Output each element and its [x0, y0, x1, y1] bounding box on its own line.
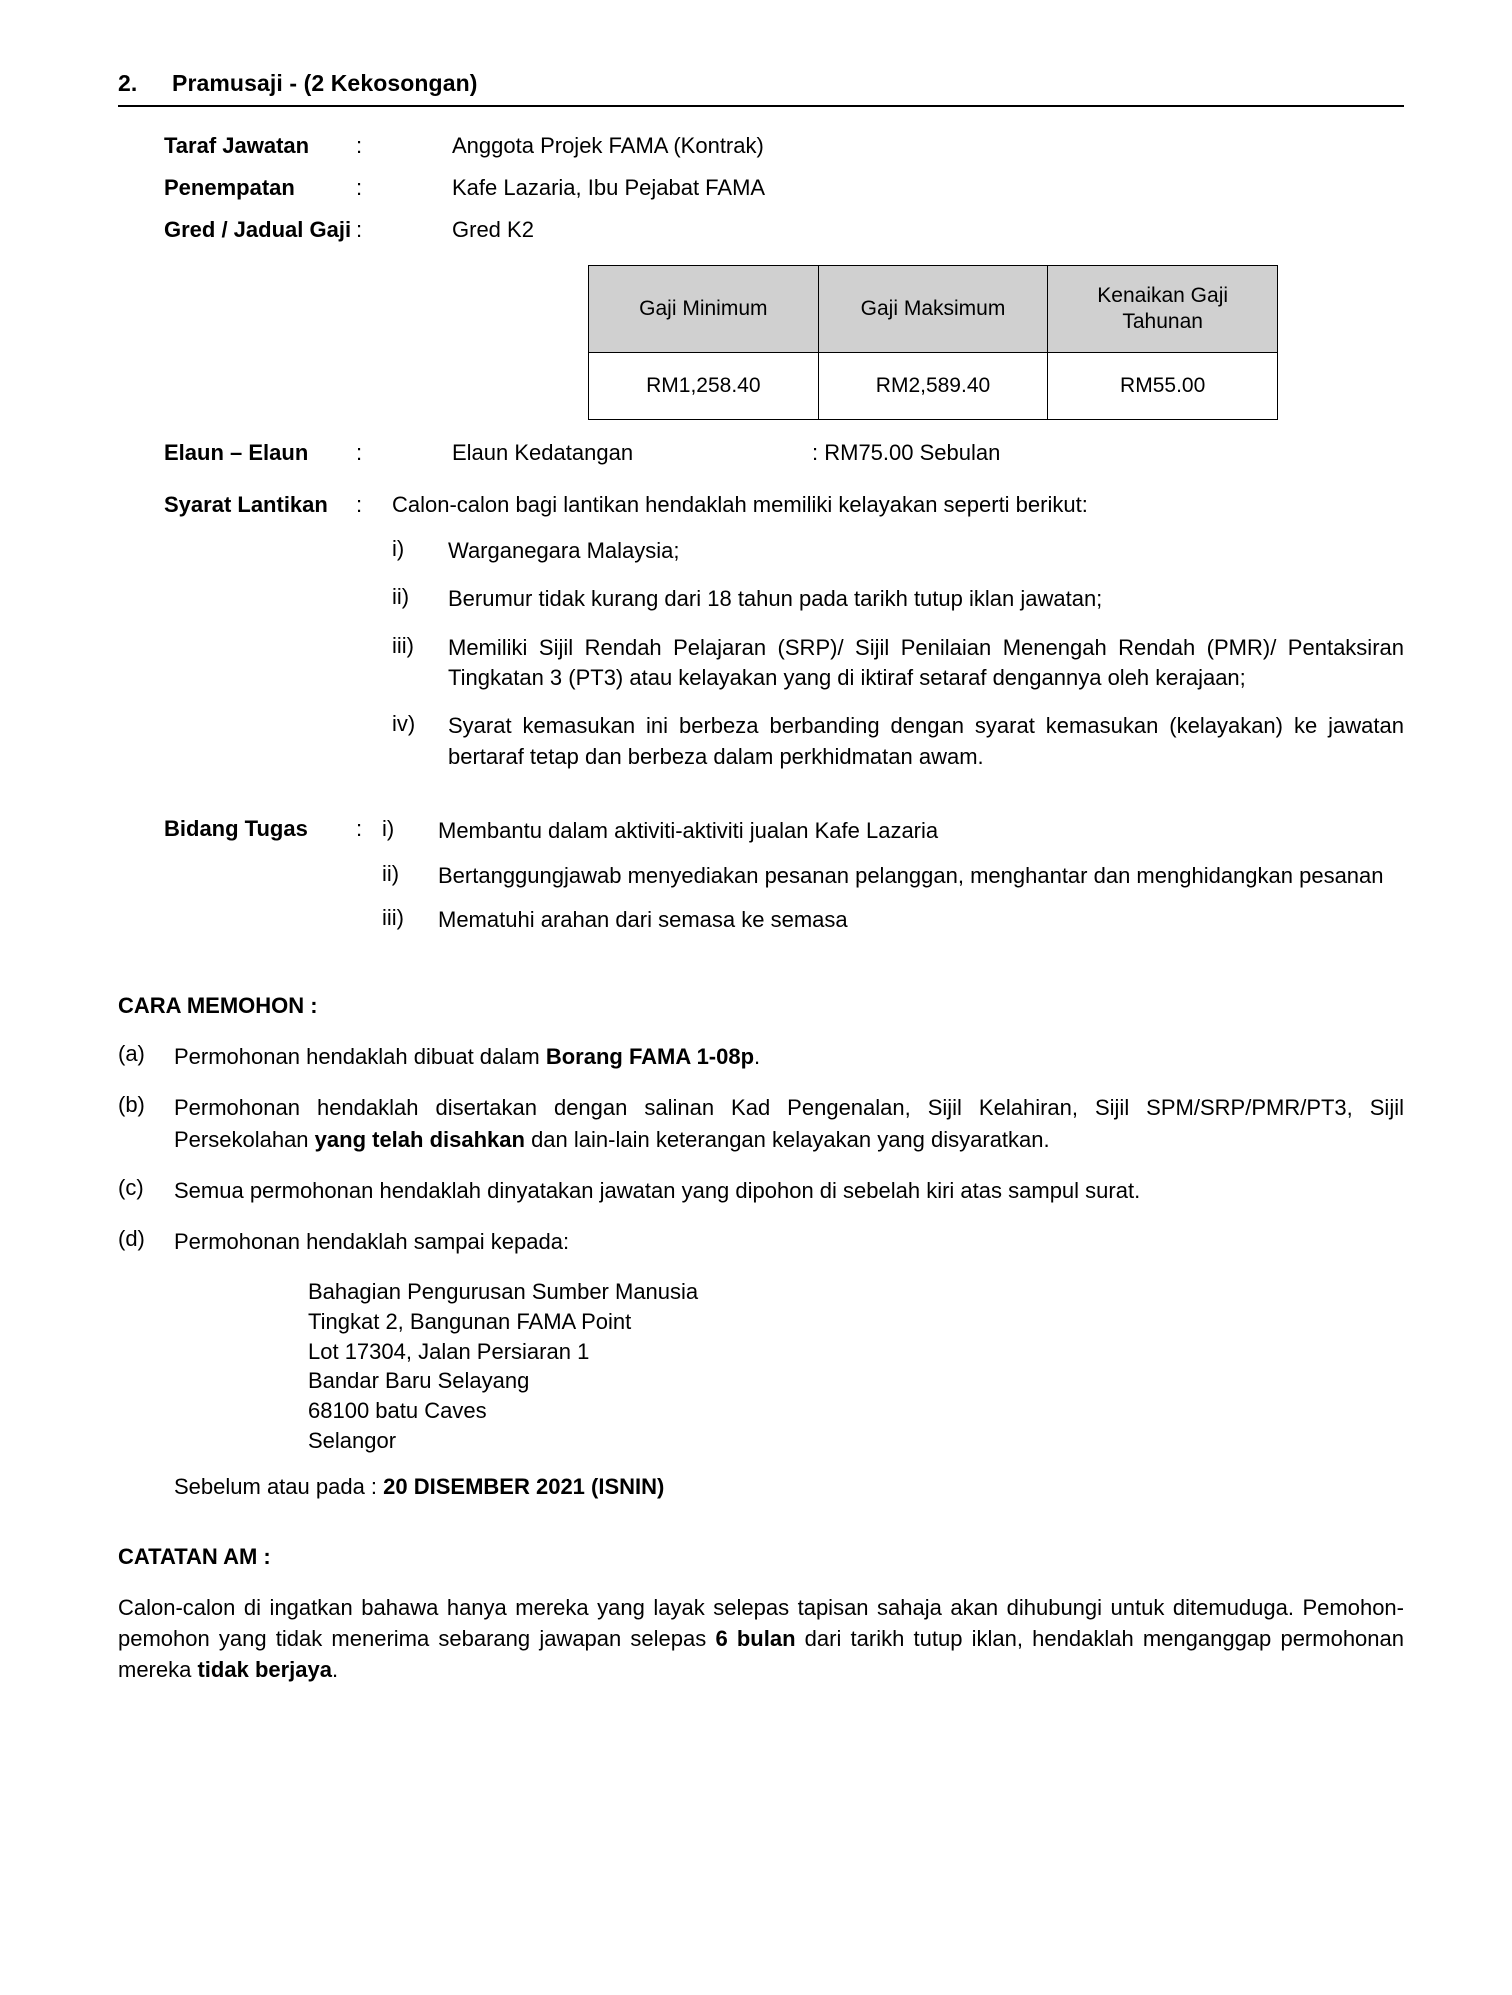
job-number: 2. — [118, 70, 138, 96]
detail-row — [118, 217, 1404, 243]
job-details — [118, 133, 1404, 243]
list-item — [118, 1175, 1404, 1206]
list-text: Mematuhi arahan dari semasa ke semasa — [438, 906, 848, 932]
list-marker: (d) — [118, 1226, 145, 1252]
address-line: Selangor — [308, 1427, 397, 1453]
cara-memohon-title: CARA MEMOHON : — [118, 993, 318, 1019]
address-line: Bahagian Pengurusan Sumber Manusia — [308, 1279, 699, 1305]
address-block — [308, 1277, 1404, 1455]
detail-row — [118, 133, 1404, 159]
heading-divider — [118, 105, 1404, 107]
elaun-name: Elaun Kedatangan — [452, 440, 634, 465]
syarat-body — [392, 492, 1404, 790]
syarat-list — [392, 536, 1404, 772]
list-marker: i) — [382, 816, 395, 842]
detail-label: Penempatan — [164, 175, 295, 200]
bidang-tugas-block — [118, 816, 1404, 949]
list-marker: (b) — [118, 1092, 145, 1118]
list-item — [118, 1092, 1404, 1154]
list-marker: ii) — [392, 584, 410, 610]
bidang-label: Bidang Tugas — [164, 816, 308, 842]
list-item — [392, 633, 1404, 694]
detail-colon: : — [356, 217, 363, 242]
list-text: Membantu dalam aktiviti-aktiviti jualan Kafe Lazaria — [438, 818, 939, 844]
list-item — [382, 861, 1404, 891]
elaun-colon: : — [356, 440, 363, 465]
list-item — [382, 816, 1404, 846]
list-item — [392, 711, 1404, 772]
job-heading — [118, 70, 1404, 97]
list-text: Permohonan hendaklah dibuat dalam Borang FAMA 1-08p. — [174, 1044, 761, 1070]
column-header-gaji-minimum: Gaji Minimum — [589, 266, 819, 353]
list-marker: (c) — [118, 1174, 144, 1200]
elaun-value — [452, 440, 1404, 466]
address-line: Lot 17304, Jalan Persiaran 1 — [308, 1338, 590, 1364]
cell-gaji-minimum: RM1,258.40 — [589, 353, 819, 420]
deadline-prefix: Sebelum atau pada : — [174, 1473, 384, 1499]
address-line: 68100 batu Caves — [308, 1398, 487, 1424]
table-header-row — [589, 266, 1278, 353]
list-text: Permohonan hendaklah sampai kepada: — [174, 1229, 570, 1255]
job-title: Pramusaji - (2 Kekosongan) — [172, 70, 478, 96]
cell-kenaikan-gaji-tahunan: RM55.00 — [1048, 353, 1278, 420]
table-row — [589, 353, 1278, 420]
syarat-lead-text: Calon-calon bagi lantikan hendaklah memiliki kelayakan seperti berikut: — [392, 492, 1088, 517]
address-line: Tingkat 2, Bangunan FAMA Point — [308, 1309, 632, 1335]
detail-colon: : — [356, 133, 363, 158]
elaun-row — [118, 440, 1404, 466]
list-marker: i) — [392, 536, 405, 561]
detail-label: Gred / Jadual Gaji — [164, 217, 352, 242]
bidang-colon: : — [356, 816, 363, 842]
list-marker: ii) — [382, 860, 400, 886]
salary-table-wrapper — [588, 265, 1278, 420]
list-text: Warganegara Malaysia; — [448, 538, 680, 563]
deadline-date: 20 DISEMBER 2021 (ISNIN) — [383, 1473, 665, 1499]
list-marker: iv) — [392, 711, 416, 737]
list-marker: iii) — [392, 632, 414, 658]
list-text: Semua permohonan hendaklah dinyatakan jawatan yang dipohon di sebelah kiri atas sampul surat. — [174, 1177, 1141, 1203]
catatan-am-body: Calon-calon di ingatkan bahawa hanya mereka yang layak selepas tapisan sahaja akan dihubungi untuk ditemuduga. Pemohon-pemohon yang tidak menerima sebarang jawapan selepas 6 bulan dari tarikh tutup iklan, hendaklah menganggap permohonan mereka tidak berjaya. — [118, 1594, 1404, 1682]
list-text: Berumur tidak kurang dari 18 tahun pada tarikh tutup iklan jawatan; — [448, 586, 1103, 612]
list-text: Bertanggungjawab menyediakan pesanan pelanggan, menghantar dan menghidangkan pesanan — [438, 862, 1384, 888]
list-item — [118, 1041, 1404, 1072]
syarat-colon: : — [356, 492, 363, 517]
list-item — [392, 536, 1404, 566]
bidang-list — [382, 816, 1404, 935]
salary-table — [588, 265, 1278, 420]
column-header-kenaikan-gaji-tahunan: Kenaikan Gaji Tahunan — [1048, 266, 1278, 353]
cara-memohon-list — [118, 1041, 1404, 1257]
address-line: Bandar Baru Selayang — [308, 1368, 530, 1394]
list-text: Memiliki Sijil Rendah Pelajaran (SRP)/ Sijil Penilaian Menengah Rendah (PMR)/ Pentaksiran Tingkatan 3 (PT3) atau kelayakan yang di iktiraf setaraf dengannya oleh kerajaan; — [448, 634, 1404, 691]
bidang-body — [382, 816, 1404, 949]
deadline-line — [174, 1474, 1404, 1500]
list-marker: (a) — [118, 1041, 145, 1067]
detail-colon: : — [356, 175, 363, 200]
syarat-lantikan-block — [118, 492, 1404, 790]
detail-row — [118, 175, 1404, 201]
cell-gaji-maksimum: RM2,589.40 — [818, 353, 1048, 420]
list-text: Permohonan hendaklah disertakan dengan salinan Kad Pengenalan, Sijil Kelahiran, Sijil SPM/SRP/PMR/PT3, Sijil Persekolahan yang telah disahkan dan lain-lain keterangan kelayakan yang disyaratkan. — [174, 1095, 1404, 1152]
elaun-label: Elaun – Elaun — [164, 440, 309, 465]
column-header-gaji-maksimum: Gaji Maksimum — [818, 266, 1048, 353]
catatan-am-title: CATATAN AM : — [118, 1543, 271, 1569]
list-item — [118, 1226, 1404, 1257]
list-text: Syarat kemasukan ini berbeza berbanding dengan syarat kemasukan (kelayakan) ke jawatan bertaraf tetap dan berbeza dalam perkhidmatan awam. — [448, 713, 1404, 769]
list-marker: iii) — [382, 904, 404, 930]
detail-label: Taraf Jawatan — [164, 133, 310, 158]
detail-value: Kafe Lazaria, Ibu Pejabat FAMA — [452, 175, 766, 200]
elaun-amount: : RM75.00 Sebulan — [812, 440, 1001, 465]
detail-value: Anggota Projek FAMA (Kontrak) — [452, 133, 764, 158]
list-item — [382, 905, 1404, 935]
list-item — [392, 584, 1404, 614]
syarat-label: Syarat Lantikan — [164, 492, 328, 517]
detail-value: Gred K2 — [452, 217, 534, 242]
